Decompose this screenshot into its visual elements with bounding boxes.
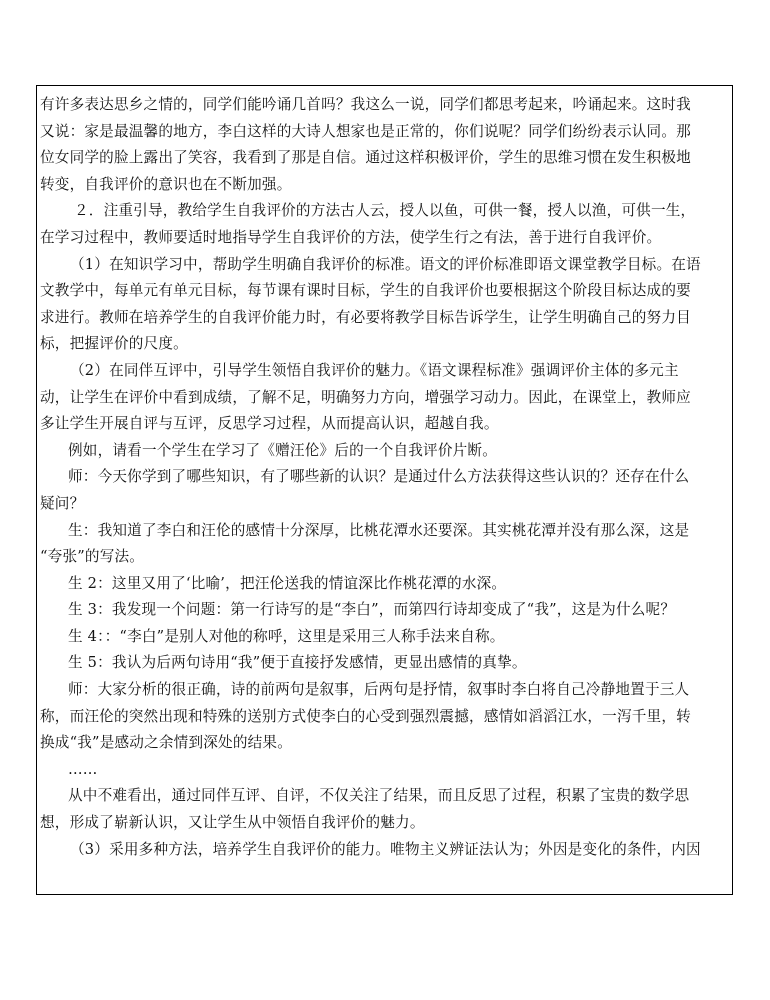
text-line: “夸张”的写法。	[40, 548, 145, 566]
text-line: 有许多表达思乡之情的，同学们能吟诵几首吗？我这么一说，同学们都思考起来，吟诵起来。这时我	[40, 96, 691, 113]
text-line: 生 3：我发现一个问题：第一行诗写的是“李白”，而第四行诗却变成了“我”，这是为什么呢？	[68, 601, 676, 619]
text-line: 标，把握评价的尺度。	[40, 335, 188, 353]
text-line: 从中不难看出，通过同伴互评、自评，不仅关注了结果，而且反思了过程，积累了宝贵的数学思	[68, 787, 690, 805]
text-line: ２．注重引导，教给学生自我评价的方法古人云，授人以鱼，可供一餐，授人以渔，可供一生，	[74, 202, 696, 220]
document-table-cell	[36, 85, 733, 895]
text-line: 位女同学的脸上露出了笑容，我看到了那是自信。通过这样积极评价，学生的思维习惯在发生积极地	[40, 149, 691, 167]
text-line: 称，而汪伦的突然出现和特殊的送别方式使李白的心受到强烈震撼，感情如滔滔江水，一泻千里，转	[40, 707, 691, 725]
text-line: 在学习过程中，教师要适时地指导学生自我评价的方法，使学生行之有法，善于进行自我评价。	[40, 228, 662, 246]
text-line: 想，形成了崭新认识，又让学生从中领悟自我评价的魅力。	[40, 814, 425, 832]
text-line: （1）在知识学习中，帮助学生明确自我评价的标准。语文的评价标准即语文课堂教学目标。在语	[70, 255, 701, 273]
text-line: 生：我知道了李白和汪伦的感情十分深厚，比桃花潭水还要深。其实桃花潭并没有那么深，这是	[68, 521, 690, 539]
text-line: 转变，自我评价的意识也在不断加强。	[40, 175, 292, 193]
text-line: 生 4：：“李白”是别人对他的称呼，这里是采用三人称手法来自称。	[68, 627, 505, 645]
text-line: （3）采用多种方法，培养学生自我评价的能力。唯物主义辨证法认为；外因是变化的条件，内因	[70, 840, 701, 858]
text-line: 求进行。教师在培养学生的自我评价能力时，有必要将教学目标告诉学生，让学生明确自己的努力目	[40, 308, 691, 326]
text-line: 师：今天你学到了哪些知识，有了哪些新的认识？是通过什么方法获得这些认识的？还存在什么	[68, 468, 690, 486]
text-line: 多让学生开展自评与互评，反思学习过程，从而提高认识，超越自我。	[40, 415, 499, 433]
document-body	[40, 92, 729, 863]
text-line: ……	[68, 760, 98, 778]
text-line: 例如，请看一个学生在学习了《赠汪伦》后的一个自我评价片断。	[68, 441, 498, 459]
text-line: 换成“我”是感动之余情到深处的结果。	[40, 734, 293, 752]
text-line: 又说：家是最温馨的地方，李白这样的大诗人想家也是正常的，你们说呢？同学们纷纷表示认同。那	[40, 122, 691, 140]
text-line: （2）在同伴互评中，引导学生领悟自我评价的魅力。《语文课程标准》强调评价主体的多元主	[70, 361, 679, 379]
text-line: 文教学中，每单元有单元目标，每节课有课时目标，学生的自我评价也要根据这个阶段目标达成的要	[40, 282, 691, 300]
text-line: 动，让学生在评价中看到成绩，了解不足，明确努力方向，增强学习动力。因此，在课堂上，教师应	[40, 388, 691, 406]
text-line: 师：大家分析的很正确，诗的前两句是叙事，后两句是抒情，叙事时李白将自己冷静地置于三人	[68, 681, 690, 699]
text-line: 疑问？	[40, 494, 85, 512]
text-line: 生 2：这里又用了‘比喻’，把汪伦送我的情谊深比作桃花潭的水深。	[68, 574, 507, 592]
text-line: 生 5：我认为后两句诗用“我”便于直接抒发感情，更显出感情的真挚。	[68, 654, 527, 672]
